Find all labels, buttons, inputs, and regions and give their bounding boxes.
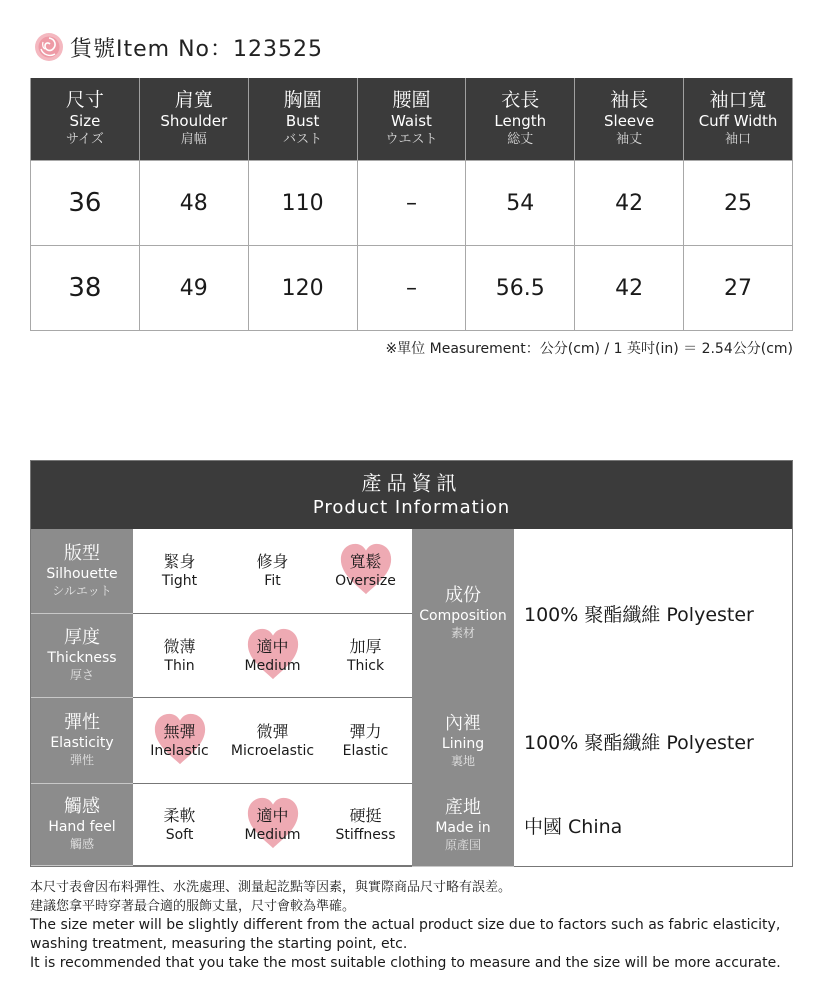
lining-value: 100% 聚酯纖維 Polyester: [514, 698, 792, 785]
sleeve-cell: 42: [575, 246, 684, 331]
table-row: [31, 246, 793, 331]
product-info-title-zh: 產品資訊: [361, 471, 462, 495]
composition-value: 100% 聚酯纖維 Polyester: [514, 529, 792, 699]
option: 微薄 Thin: [163, 636, 196, 674]
option: 修身 Fit: [256, 552, 289, 589]
size-table-header: [31, 78, 793, 161]
column-header: 袖口寬 Cuff Width 袖口: [684, 78, 793, 161]
size-cell: 36: [31, 161, 140, 246]
attribute-label: 厚度 Thickness 厚さ: [31, 614, 133, 698]
lining-label: 內裡 Lining 裏地: [412, 698, 514, 785]
attribute-label: 觸感 Hand feel 觸感: [31, 784, 133, 866]
product-info-panel: [30, 460, 793, 867]
note-line: 建議您拿平時穿著最合適的服飾丈量，尺寸會較為準確。: [30, 899, 356, 914]
shoulder-cell: 49: [139, 246, 248, 331]
attribute-options: [133, 529, 412, 614]
column-header: 腰圍 Waist ウエスト: [357, 78, 466, 161]
attribute-options: [133, 784, 412, 866]
note-line: 本尺寸表會因布料彈性、水洗處理、測量起訖點等因素，與實際商品尺寸略有誤差。: [30, 880, 512, 895]
column-header: 胸圍 Bust バスト: [248, 78, 357, 161]
item-header: [34, 30, 323, 64]
product-info-title-en: Product Information: [312, 497, 511, 518]
option: 緊身 Tight: [161, 552, 198, 589]
origin-value: 中國 China: [514, 784, 792, 867]
sleeve-cell: 42: [575, 161, 684, 246]
size-cell: 38: [31, 246, 140, 331]
size-table: [30, 78, 793, 331]
waist-cell: –: [357, 246, 466, 331]
option: 微彈 Microelastic: [230, 721, 315, 759]
option: 加厚 Thick: [346, 636, 385, 674]
table-row: [31, 161, 793, 246]
cuff-width-cell: 25: [684, 161, 793, 246]
cuff-width-cell: 27: [684, 246, 793, 331]
column-header: 尺寸 Size サイズ: [31, 78, 140, 161]
rose-icon: [34, 32, 64, 62]
waist-cell: –: [357, 161, 466, 246]
attribute-options: [133, 614, 412, 698]
option-selected: 寬鬆 Oversize: [319, 529, 412, 613]
note-line: The size meter will be slightly different from the actual product size due to factors such as fabric elasticity, washing treatment, measuring the starting point, etc.: [30, 917, 781, 952]
column-header: 衣長 Length 総丈: [466, 78, 575, 161]
composition-label: 成份 Composition 素材: [412, 529, 514, 699]
option-selected: 適中 Medium: [226, 784, 319, 865]
option-selected: 無彈 Inelastic: [133, 698, 226, 783]
item-number: 貨號Item No：123525: [70, 36, 323, 62]
measurement-note: ※單位 Measurement：公分(cm) / 1 英吋(in) ＝ 2.54公分(cm): [385, 341, 793, 357]
option: 彈力 Elastic: [342, 721, 389, 759]
column-header: 袖長 Sleeve 袖丈: [575, 78, 684, 161]
shoulder-cell: 48: [139, 161, 248, 246]
length-cell: 56.5: [466, 246, 575, 331]
product-info-title: [31, 461, 792, 529]
option: 硬挺 Stiffness: [335, 805, 396, 843]
length-cell: 54: [466, 161, 575, 246]
bust-cell: 120: [248, 246, 357, 331]
column-header: 肩寬 Shoulder 肩幅: [139, 78, 248, 161]
origin-label: 產地 Made in 原產国: [412, 784, 514, 867]
attribute-options: [133, 698, 412, 784]
option: 柔軟 Soft: [163, 805, 196, 843]
note-line: It is recommended that you take the most suitable clothing to measure and the size will be more accurate.: [30, 955, 781, 971]
bust-cell: 110: [248, 161, 357, 246]
option-selected: 適中 Medium: [226, 614, 319, 697]
attribute-label: 版型 Silhouette シルエット: [31, 529, 133, 614]
disclaimer-notes: [30, 878, 800, 973]
attribute-label: 彈性 Elasticity 弾性: [31, 698, 133, 784]
